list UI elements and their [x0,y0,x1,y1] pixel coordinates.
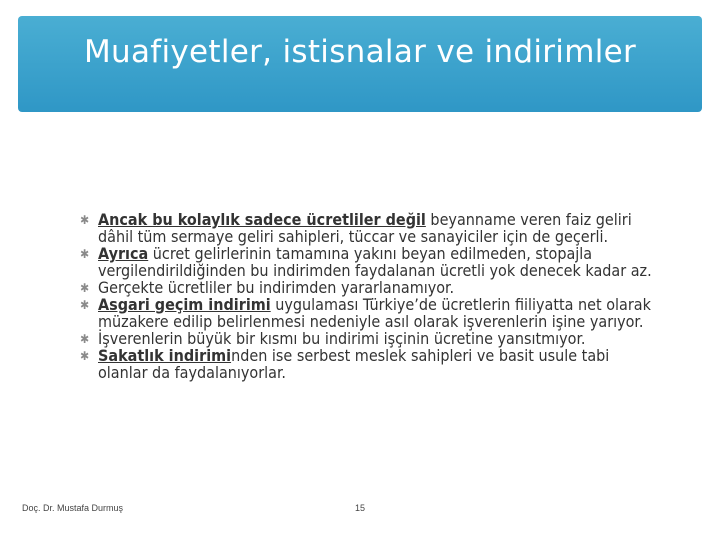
asterisk-icon: ✱ [80,281,90,295]
bullet-text: uygulaması Türkiye’de ücretlerin fiiliyatta net olarak müzakere edilip belirlenmesi nedeniyle asıl olarak işverenlerin işine yarıyor. [98,295,651,331]
bullet-item [82,296,657,330]
bullet-text: nden ise serbest meslek sahipleri ve basit usule tabi olanlar da faydalanıyorlar. [98,346,610,382]
asterisk-icon: ✱ [80,332,90,346]
bullet-emphasis: Ayrıca [98,244,149,263]
bullet-emphasis: Asgari geçim indirimi [98,295,271,314]
asterisk-icon: ✱ [80,247,90,261]
asterisk-icon: ✱ [80,298,90,312]
bullet-text: ücret gelirlerinin tamamına yakını beyan edilmeden, stopajla vergilendirildiğinden bu indirimden faydalanan ücretli yok denecek kadar az. [98,244,652,280]
bullet-emphasis: Ancak bu kolaylık sadece ücretliler değil [98,210,426,229]
footer-author: Doç. Dr. Mustafa Durmuş [22,503,124,513]
bullet-emphasis: Sakatlık indirimi [98,346,232,365]
bullet-list [82,211,657,381]
asterisk-icon: ✱ [80,349,90,363]
bullet-text: İşverenlerin büyük bir kısmı bu indirimi işçinin ücretine yansıtmıyor. [98,329,586,348]
slide-title: Muafiyetler, istisnalar ve indirimler [83,34,637,70]
asterisk-icon: ✱ [80,213,90,227]
bullet-text: Gerçekte ücretliler bu indirimden yararlanamıyor. [98,278,455,297]
bullet-item [82,211,657,245]
bullet-text: beyanname veren faiz geliri dâhil tüm sermaye geliri sahipleri, tüccar ve sanayiciler için de geçerli. [98,210,632,246]
page-number: 15 [355,503,366,513]
bullet-item [82,347,657,381]
bullet-item [82,330,657,347]
bullet-item [82,245,657,279]
bullet-item [82,279,657,296]
